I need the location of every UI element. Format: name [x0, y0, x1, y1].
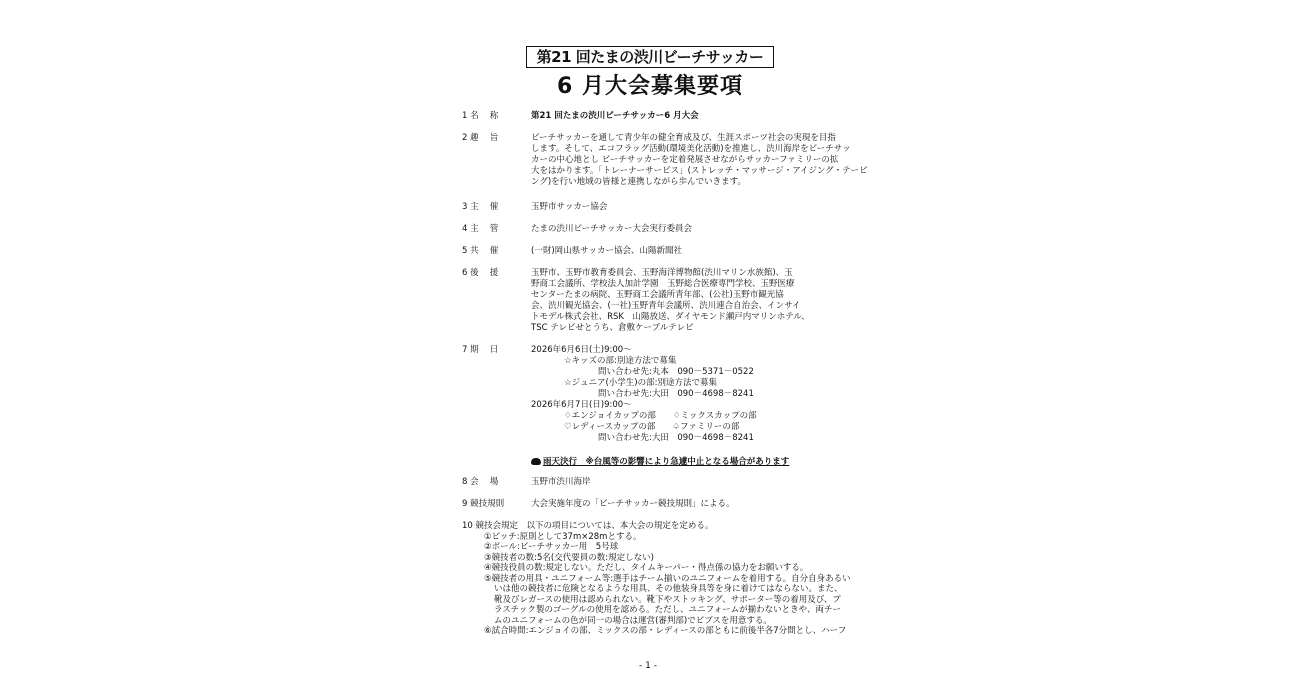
text-line: カーの中心地とし ビーチサッカーを定着発展させながらサッカーファミリーの拡	[531, 155, 839, 165]
text-line: します。そして、エコフラッグ活動(環境美化活動)を推進し、渋川海岸をビーチサッ	[531, 144, 851, 154]
division-line: ☆ジュニア(小学生)の部:別途方法で募集	[564, 378, 717, 388]
section-label: 7 期 日	[462, 345, 499, 355]
rain-notice	[531, 455, 789, 467]
text-line: ング)を行い地域の皆様と連携しながら歩んでいきます。	[531, 177, 746, 187]
text-line: 玉野市、玉野市教育委員会、玉野海洋博物館(渋川マリン水族館)、玉	[531, 268, 793, 278]
section-text: 玉野市渋川海岸	[531, 477, 591, 487]
section-header: 10 競技会規定 以下の項目については、本大会の規定を定める。	[462, 521, 714, 531]
rule-item: ②ボール:ビーチサッカー用 5号球	[484, 542, 619, 552]
section-label: 2 趣 旨	[462, 133, 499, 143]
section-competition-rules	[462, 521, 851, 637]
section-label: 4 主 管	[462, 224, 499, 234]
section-label: 8 会 場	[462, 477, 499, 487]
division-line: ♢エンジョイカップの部 ♢ミックスカップの部	[564, 411, 757, 421]
contact-line: 問い合わせ先:大田 090－4698－8241	[598, 389, 754, 399]
umbrella-icon	[531, 458, 541, 465]
section-label: 6 後 援	[462, 268, 499, 278]
boxed-event-title: 第21 回たまの渋川ビーチサッカー	[526, 46, 774, 68]
section-text: 大会実施年度の「ビーチサッカー競技規則」による。	[531, 499, 735, 509]
division-line: ♡レディースカップの部 ♤ファミリーの部	[564, 422, 740, 432]
section-body	[531, 268, 841, 334]
contact-line: 問い合わせ先:丸本 090－5371－0522	[598, 367, 754, 377]
rule-item: ③競技者の数:5名(交代要員の数:規定しない)	[484, 552, 654, 563]
date-line: 2026年6月7日(日)9:00～	[531, 400, 632, 410]
text-line: センターたまの病院、玉野商工会議所青年部、(公社)玉野市観光協	[531, 290, 784, 300]
text-line: トモデル株式会社、RSK 山陽放送、ダイヤモンド瀬戸内マリンホテル、	[531, 312, 810, 322]
text-line: 会、渋川観光協会、(一社)玉野青年会議所、渋川連合自治会、インサイ	[531, 301, 801, 311]
section-text: たまの渋川ビーチサッカー大会実行委員会	[531, 224, 692, 234]
rule-item: ④競技役員の数:規定しない。ただし、タイムキーパー・得点係の協力をお願いする。	[484, 563, 809, 573]
section-body	[531, 345, 841, 444]
rule-item-continuation: いは他の競技者に危険となるような用具、その他装身具等を身に着けてはならない。また、	[494, 584, 843, 594]
rule-item: ⑤競技者の用具・ユニフォーム等:選手はチーム揃いのユニフォームを着用する。自分自身あるい	[484, 573, 851, 584]
section-label: 9 競技規則	[462, 499, 505, 509]
section-label: 3 主 催	[462, 202, 499, 212]
text-line: 野商工会議所、学校法人加計学園 玉野総合医療専門学校、玉野医療	[531, 279, 795, 289]
page-title: 6 月大会募集要項	[557, 74, 743, 99]
section-text: 玉野市サッカー協会	[531, 202, 608, 212]
rule-item: ①ピッチ:原則として37m×28mとする。	[484, 531, 642, 542]
text-line: 大をはかります。「トレーナーサービス」(ストレッチ・マッサージ・アイジング・テーピ	[531, 166, 868, 176]
section-body	[531, 133, 868, 188]
rain-notice-text: 雨天決行 ※台風等の影響により急遽中止となる場合があります	[543, 457, 790, 467]
section-text: 第21 回たまの渋川ビーチサッカー6 月大会	[531, 111, 699, 121]
section-label: 1 名 称	[462, 111, 499, 121]
date-line: 2026年6月6日(土)9:00～	[531, 345, 632, 355]
division-line: ☆キッズの部:別途方法で募集	[564, 356, 677, 366]
text-line: TSC テレビせとうち、倉敷ケーブルテレビ	[531, 323, 694, 333]
rule-item-continuation: 靴及びレガースの使用は認められない。靴下やストッキング、サポーター等の着用及び、プ	[494, 594, 841, 605]
contact-line: 問い合わせ先:大田 090－4698－8241	[598, 433, 754, 443]
section-label: 5 共 催	[462, 246, 499, 256]
rule-item-continuation: ラスチック製のゴーグルの使用を認める。ただし、ユニフォームが揃わないときや、両チー	[494, 605, 841, 615]
text-line: ビーチサッカーを通して青少年の健全育成及び、生涯スポーツ社会の実現を目指	[531, 133, 836, 143]
rule-item-continuation: ムのユニフォームの色が同一の場合は運営(審判部)でビブスを用意する。	[494, 615, 772, 626]
section-text: (一財)岡山県サッカー協会、山陽新聞社	[531, 246, 682, 256]
page-number: - 1 -	[639, 661, 657, 671]
rule-item: ⑥試合時間:エンジョイの部、ミックスの部・レディースの部ともに前後半各7分間とし、ハーフ	[484, 626, 847, 636]
